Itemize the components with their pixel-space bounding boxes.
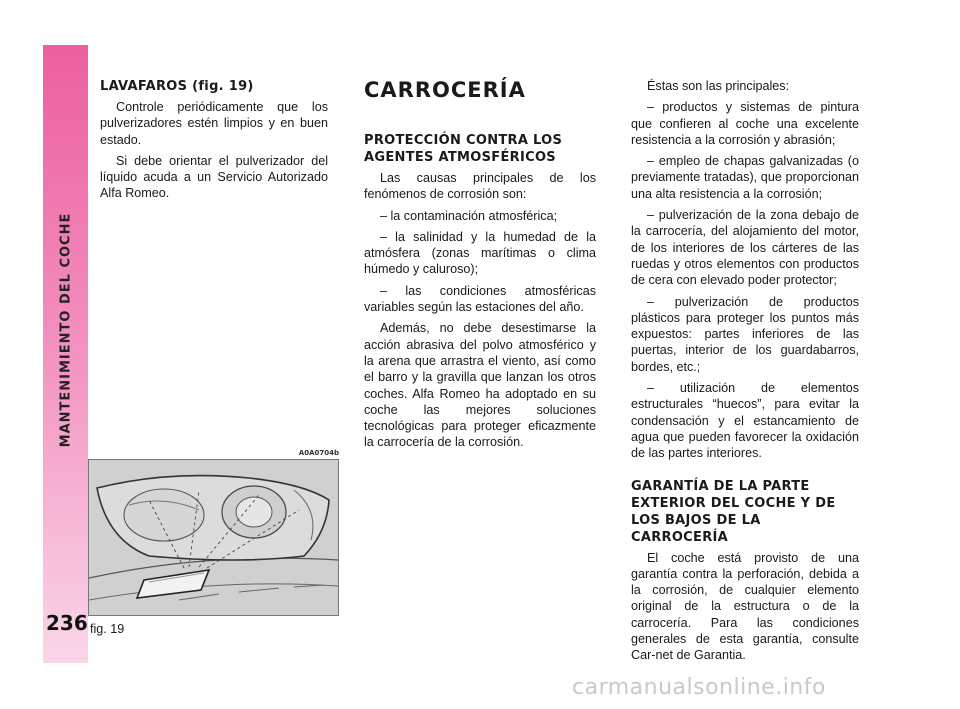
section-title: CARROCERÍA — [364, 78, 526, 102]
sidebar-title: MANTENIMIENTO DEL COCHE — [58, 212, 74, 448]
paragraph: – la contaminación atmosférica; — [380, 208, 558, 223]
paragraph: Si debe orientar el pulverizador del líquido acuda a un Servicio Autorizado Alfa Romeo. — [100, 153, 328, 201]
column-2 — [364, 78, 596, 456]
column-1 — [100, 78, 328, 207]
column-3 — [631, 78, 859, 669]
paragraph: – la salinidad y la humedad de la atmósfera (zonas marítimas o clima húmedo y caluroso); — [364, 229, 596, 277]
paragraph: – utilización de elementos estructurales “huecos”, para evitar la condensación y el estancamiento de agua que pueden favorecer la oxidación de las partes interiores. — [631, 381, 859, 461]
headlamp-washer-drawing — [89, 460, 338, 615]
figure-reference: (fig. 19) — [192, 79, 254, 94]
paragraph: – empleo de chapas galvanizadas (o previamente tratadas), que proporcionan una alta resistencia a la corrosión; — [631, 154, 859, 201]
paragraph: El coche está provisto de una garantía contra la perforación, debida a la corrosión, de cualquier elemento original de la estructura o de la carrocería. Para las condiciones generales de esta garantía, consulte Car-net de Garantia. — [631, 550, 859, 663]
figure-caption: fig. 19 — [90, 622, 125, 636]
paragraph: Además, no debe desestimarse la acción abrasiva del polvo atmosférico y la arena que arrastra el viento, así como el barro y la gravilla que lanzan los otros coches. Alfa Romeo ha adoptado en su coche las mejores soluciones tecnológicas para proteger eficazmente la carrocería de la corrosión. — [364, 321, 596, 450]
headlamp-washer-heading — [100, 78, 328, 95]
watermark: carmanualsonline.info — [572, 675, 826, 700]
paragraph: Las causas principales de los fenómenos de corrosión son: — [364, 171, 596, 202]
paragraph: – las condiciones atmosféricas variables según las estaciones del año. — [364, 283, 596, 315]
paragraph: – pulverización de la zona debajo de la carrocería, del alojamiento del motor, de los interiores de los cárteres de las ruedas y otros elementos con productos de cera con elevado poder protector; — [631, 208, 859, 288]
subheading: PROTECCIÓN CONTRA LOS AGENTES ATMOSFÉRICOS — [364, 133, 563, 165]
paragraph: – pulverización de productos plásticos para proteger los puntos más expuestos: partes inferiores de las puertas, interior de los guardabarros, bordes, etc.; — [631, 294, 859, 374]
paragraph: Controle periódicamente que los pulverizadores estén limpios y en buen estado. — [100, 100, 328, 147]
page-number: 236 — [46, 611, 88, 635]
paragraph: Éstas son las principales: — [647, 79, 790, 93]
figure-code: A0A0704b — [298, 449, 339, 457]
figure-19 — [88, 449, 339, 616]
heading-text: LAVAFAROS — [100, 79, 188, 94]
subheading: GARANTÍA DE LA PARTE EXTERIOR DEL COCHE Y DE LOS BAJOS DE LA CARROCERÍA — [631, 478, 836, 545]
headlamp-illustration — [88, 459, 339, 616]
paragraph: – productos y sistemas de pintura que confieren al coche una excelente resistencia a la corrosión y abrasión; — [631, 100, 859, 147]
